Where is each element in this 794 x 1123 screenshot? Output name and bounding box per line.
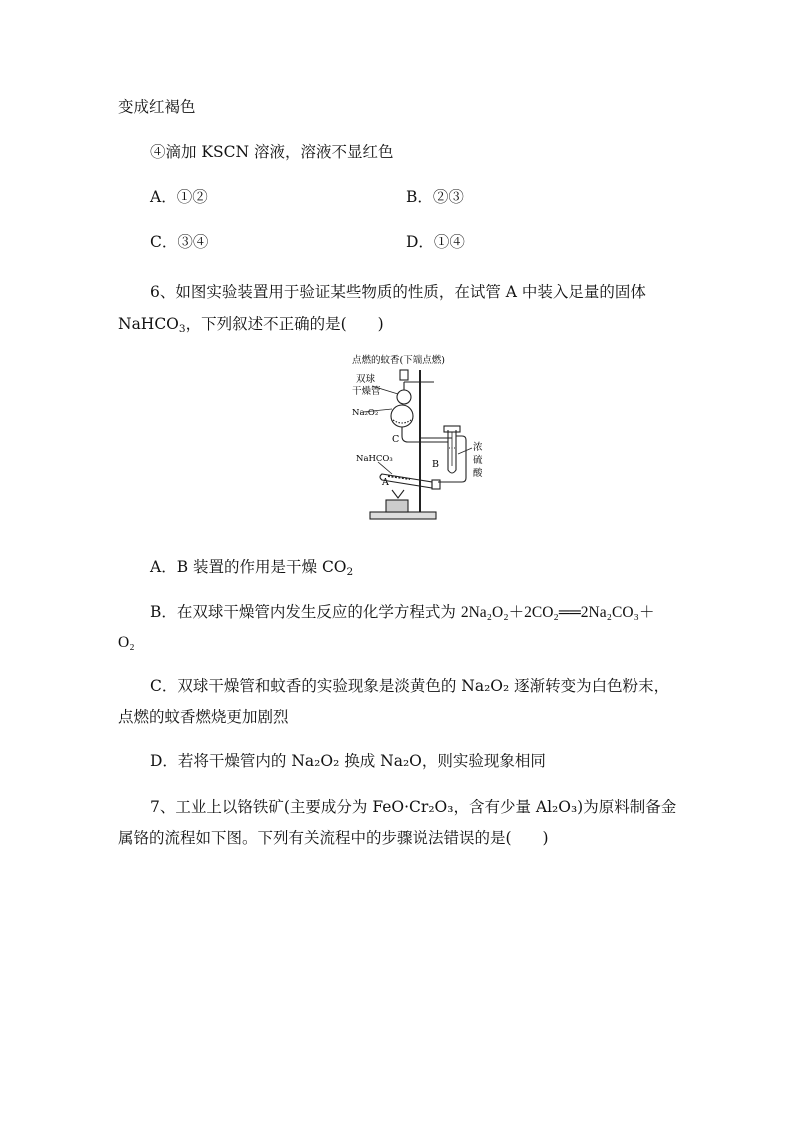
q6-stem-tail: ，下列叙述不正确的是( ) <box>185 315 384 333</box>
incense <box>400 370 408 380</box>
q6-option-b-line2: O₂ <box>118 634 135 651</box>
q6-option-d: D．若将干燥管内的 Na₂O₂ 换成 Na₂O，则实验现象相同 <box>150 752 546 770</box>
flame <box>392 490 404 498</box>
option-b: B．②③ <box>406 188 464 206</box>
label-acid-3: 酸 <box>473 468 483 479</box>
label-incense: 点燃的蚊香(下端点燃) <box>352 355 445 366</box>
option-a: A．①② <box>150 188 208 206</box>
upper-bulb <box>397 390 411 404</box>
q6-stem-line1: 6、如图实验装置用于验证某些物质的性质，在试管 A 中装入足量的固体 <box>150 283 646 301</box>
label-c: C <box>392 434 400 445</box>
na2o2-powder <box>393 420 411 423</box>
apparatus-figure <box>348 352 488 530</box>
label-acid-2: 硫 <box>473 455 483 466</box>
label-tube-1: 双球 <box>356 374 376 385</box>
label-b: B <box>432 459 439 470</box>
lower-bulb <box>391 405 413 427</box>
option-c: C．③④ <box>150 233 209 251</box>
label-a: A <box>382 477 389 488</box>
q6-stem-line2 <box>118 313 384 335</box>
leader-acid <box>458 448 472 454</box>
option-d: D．①④ <box>406 233 465 251</box>
q6-stem-formula-sub: 3 <box>178 323 186 335</box>
label-na2o2: Na₂O₂ <box>352 408 379 418</box>
tube-c-b <box>402 427 448 442</box>
q6-option-c-line1: C．双球干燥管和蚊香的实验现象是淡黄色的 Na₂O₂ 逐渐转变为白色粉末， <box>150 677 670 695</box>
q7-stem-line1: 7、工业上以铬铁矿(主要成分为 FeO·Cr₂O₃，含有少量 Al₂O₃)为原料制备金 <box>150 798 677 816</box>
q6-option-c-line2: 点燃的蚊香燃烧更加剧烈 <box>118 708 289 726</box>
stopper <box>432 480 440 489</box>
wash-bottle-cap <box>444 426 460 432</box>
stand-base <box>370 512 436 519</box>
label-tube-2: 干燥管 <box>352 386 381 397</box>
statement-4: ④滴加 KSCN 溶液，溶液不显红色 <box>150 143 394 161</box>
q6-option-b <box>150 601 654 624</box>
q6-option-a-sub: 2 <box>346 566 354 578</box>
label-acid-1: 浓 <box>473 442 483 453</box>
alcohol-lamp <box>386 500 408 512</box>
apparatus-diagram <box>348 352 488 530</box>
text-continuation: 变成红褐色 <box>118 98 196 116</box>
q6-option-a-text: A．B 装置的作用是干燥 CO <box>150 558 347 576</box>
q6-option-b-text: B．在双球干燥管内发生反应的化学方程式为 <box>150 603 461 621</box>
q6-option-a <box>150 556 353 578</box>
q6-stem-formula: NaHCO <box>118 315 179 333</box>
q6-option-b-equation: 2Na₂O₂＋2CO₂══2Na₂CO₃＋ <box>460 604 655 621</box>
label-nahco3: NaHCO₃ <box>356 454 393 464</box>
q7-stem-line2: 属铬的流程如下图。下列有关流程中的步骤说法错误的是( ) <box>118 829 549 847</box>
